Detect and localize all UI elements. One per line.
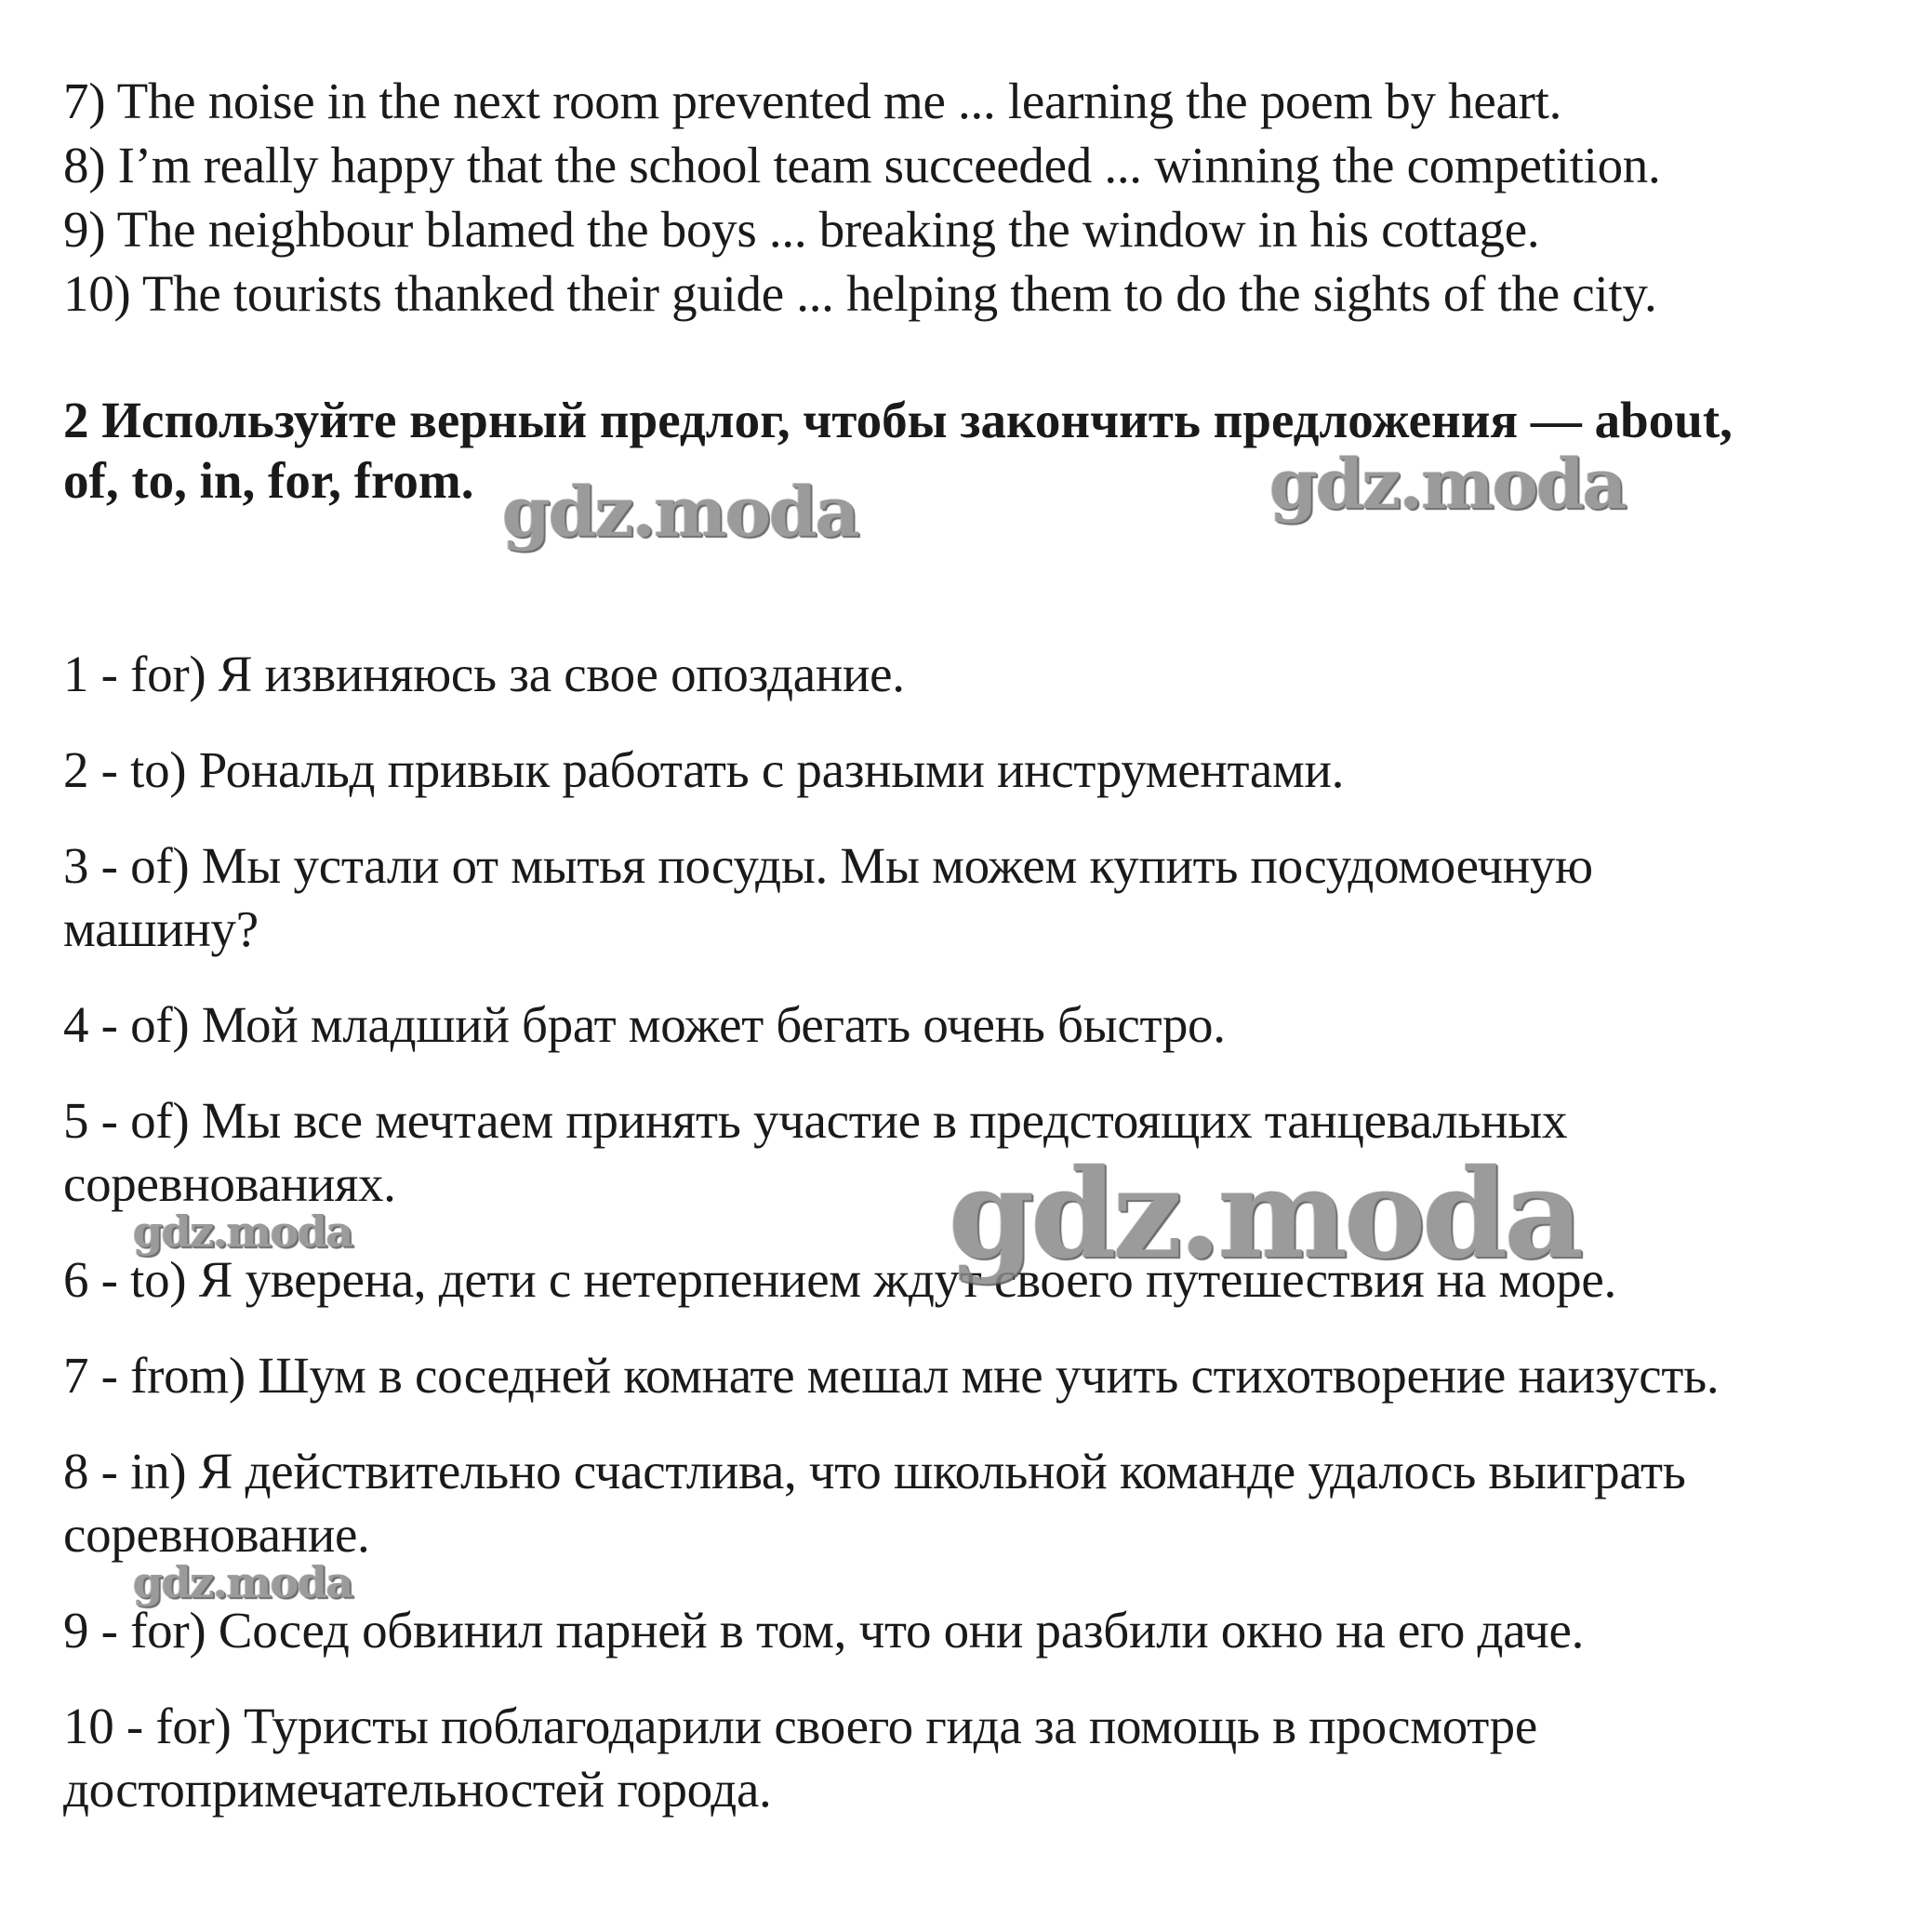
answer-7: 7 - from) Шум в соседней комнате мешал мне учить стихотворение наизусть. [63,1347,1720,1404]
exercise-sentence-10: 10) The tourists thanked their guide ... helping them to do the sights of the city. [63,265,1657,322]
answer-2: 2 - to) Рональд привык работать с разными инструментами. [63,741,1345,798]
answer-5-line-2: соревнованиях. [63,1155,396,1212]
task-heading-line-2: of, to, in, for, from. [63,452,474,509]
answer-9: 9 - for) Сосед обвинил парней в том, что они разбили окно на его даче. [63,1602,1585,1659]
watermark: gdz.moda [133,1206,352,1257]
answer-3-line-1: 3 - of) Мы устали от мытья посуды. Мы можем купить посудомоечную [63,837,1593,894]
answer-6: 6 - to) Я уверена, дети с нетерпением ждут своего путешествия на море. [63,1251,1616,1308]
watermark: gdz.moda [133,1557,352,1607]
exercise-sentence-7: 7) The noise in the next room prevented me ... learning the poem by heart. [63,73,1562,129]
answer-5-line-1: 5 - of) Мы все мечтаем принять участие в предстоящих танцевальных [63,1092,1568,1149]
answer-8-line-2: соревнование. [63,1506,370,1563]
exercise-sentence-9: 9) The neighbour blamed the boys ... breaking the window in his cottage. [63,201,1540,258]
answer-1: 1 - for) Я извиняюсь за свое опоздание. [63,646,905,702]
watermark: gdz.moda [1269,445,1626,525]
answer-8-line-1: 8 - in) Я действительно счастлива, что школьной команде удалось выиграть [63,1443,1686,1499]
answer-10-line-2: достопримечательностей города. [63,1761,772,1818]
exercise-sentence-8: 8) I’m really happy that the school team succeeded ... winning the competition. [63,137,1661,193]
task-heading-line-1: 2 Используйте верный предлог, чтобы закончить предложения — about, [63,392,1733,448]
answer-3-line-2: машину? [63,900,259,957]
answer-4: 4 - of) Мой младший брат может бегать очень быстро. [63,996,1226,1053]
watermark: gdz.moda [949,1142,1581,1286]
answer-10-line-1: 10 - for) Туристы поблагодарили своего гида за помощь в просмотре [63,1698,1537,1754]
watermark: gdz.moda [502,473,858,553]
